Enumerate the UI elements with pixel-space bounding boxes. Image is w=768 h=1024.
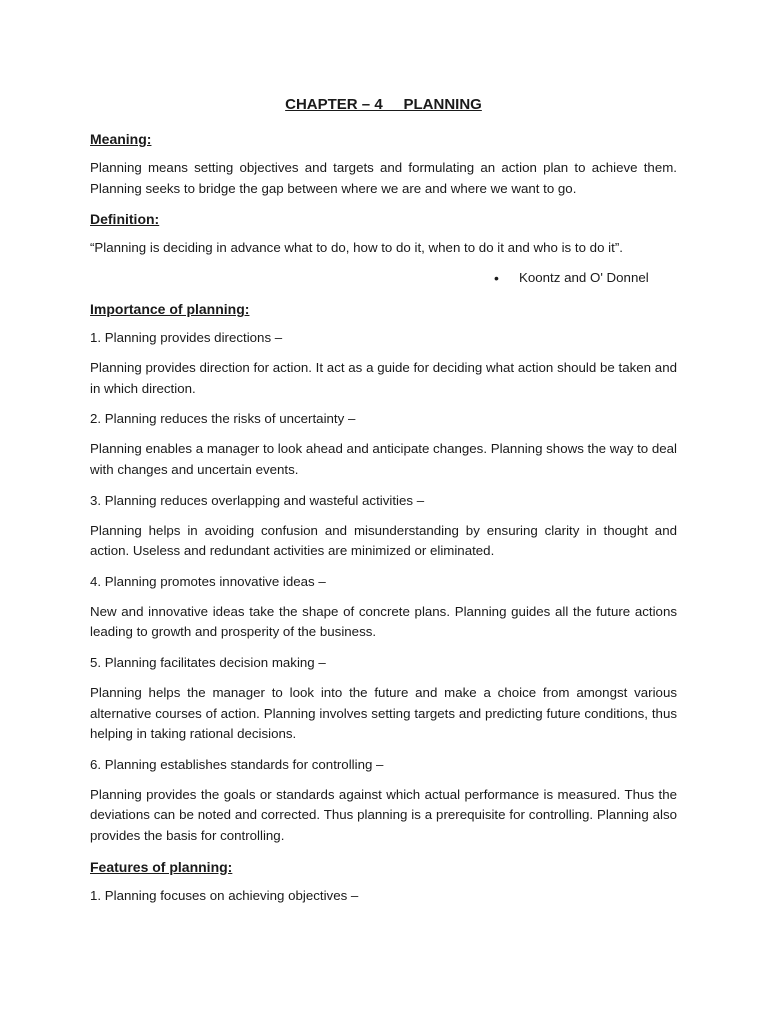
importance-item-text: Planning enables a manager to look ahead and anticipate changes. Planning shows the way to deal with changes and uncertain events. — [90, 441, 677, 477]
importance-item-title: 5. Planning facilitates decision making – — [90, 654, 326, 670]
importance-item-title: 6. Planning establishes standards for controlling – — [90, 756, 384, 772]
bullet-icon: • — [494, 270, 499, 287]
document-body — [90, 95, 677, 916]
definition-author-row — [90, 268, 677, 288]
features-item-title: 1. Planning focuses on achieving objectives – — [90, 887, 359, 903]
importance-item-text: Planning provides the goals or standards against which actual performance is measured. Thus the deviations can be noted and corrected. Thus planning is a prerequisite for controlling. Planning also provides the basis for controlling. — [90, 786, 677, 843]
importance-item-title: 4. Planning promotes innovative ideas – — [90, 573, 326, 589]
importance-item-title: 2. Planning reduces the risks of uncertainty – — [90, 411, 356, 427]
importance-item-title: 1. Planning provides directions – — [90, 330, 283, 346]
definition-quote: “Planning is deciding in advance what to do, how to do it, when to do it and who is to do it”. — [90, 240, 623, 256]
meaning-text: Planning means setting objectives and targets and formulating an action plan to achieve them. Planning seeks to bridge the gap between where we are and where we want to go. — [90, 160, 677, 196]
definition-author: Koontz and O' Donnel — [519, 270, 649, 286]
meaning-heading: Meaning: — [90, 131, 152, 147]
importance-item-text: Planning helps the manager to look into the future and make a choice from amongst various alternative courses of action. Planning involves setting targets and predicting future conditions, thus helping in taking rational decisions. — [90, 684, 677, 742]
importance-item-text: Planning provides direction for action. It act as a guide for deciding what action should be taken and in which direction. — [90, 360, 677, 396]
features-heading: Features of planning: — [90, 858, 233, 875]
definition-heading: Definition: — [90, 211, 160, 228]
importance-item-title: 3. Planning reduces overlapping and wasteful activities – — [90, 492, 425, 508]
importance-heading: Importance of planning: — [90, 301, 250, 318]
importance-item-text: Planning helps in avoiding confusion and misunderstanding by ensuring clarity in thought and action. Useless and redundant activities are minimized or eliminated. — [90, 522, 677, 559]
page-title: CHAPTER – 4 PLANNING — [285, 96, 482, 113]
importance-item-text: New and innovative ideas take the shape of concrete plans. Planning guides all the future actions leading to growth and prosperity of the business. — [90, 603, 677, 640]
